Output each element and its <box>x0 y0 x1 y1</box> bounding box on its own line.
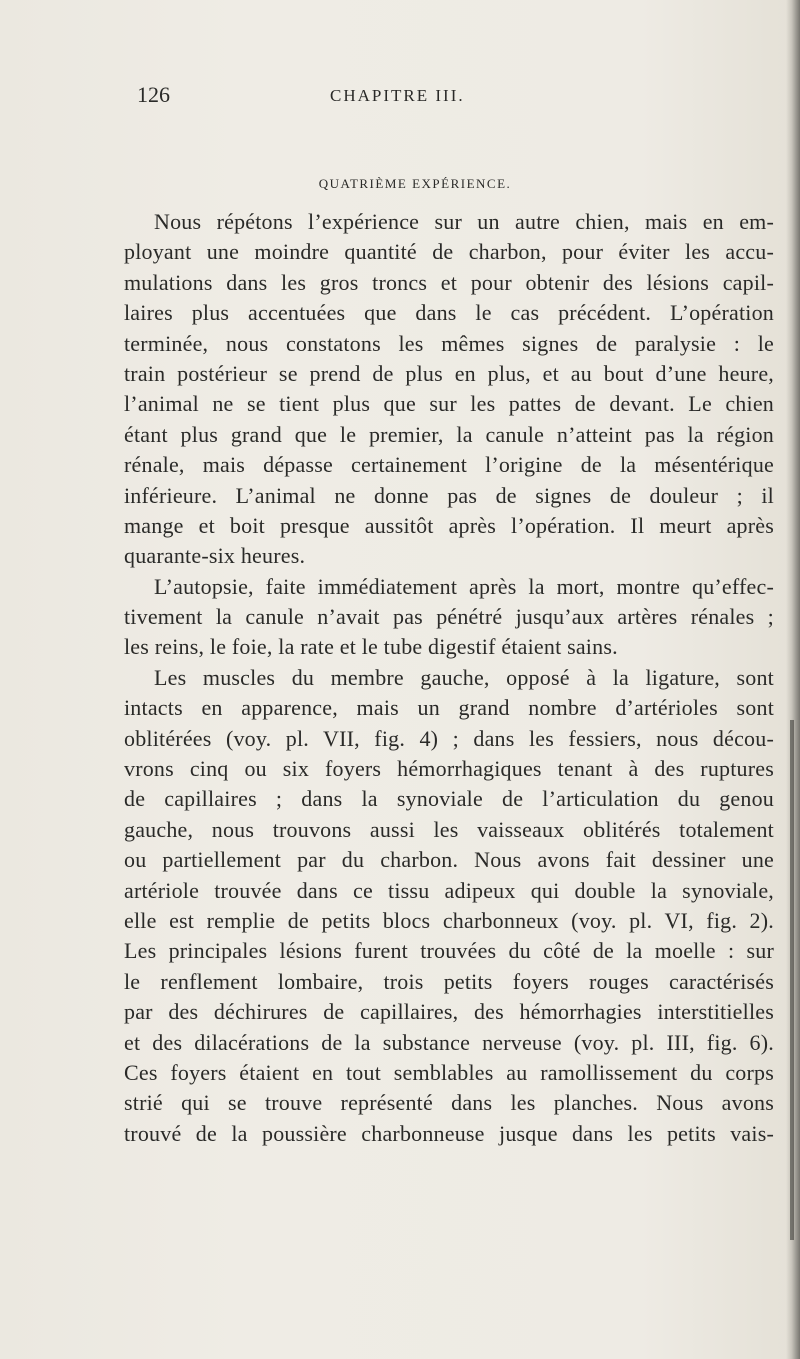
running-head <box>0 82 800 112</box>
text-line: gauche, nous trouvons aussi les vaisseaux oblitérés totalement <box>124 816 774 842</box>
text-line: terminée, nous constatons les mêmes signes de paralysie : le <box>124 330 774 356</box>
text-line: ployant une moindre quantité de charbon, pour éviter les accu- <box>124 239 774 265</box>
text-line: Ces foyers étaient en tout semblables au ramollissement du corps <box>124 1059 774 1085</box>
text-line: Les principales lésions furent trouvées du côté de la moelle : sur <box>124 938 774 964</box>
text-line: vrons cinq ou six foyers hémorrhagiques tenant à des ruptures <box>124 756 774 782</box>
chapter-heading: CHAPITRE III. <box>330 86 465 105</box>
text-line: strié qui se trouve représenté dans les planches. Nous avons <box>124 1090 774 1116</box>
text-line: elle est remplie de petits blocs charbonneux (voy. pl. VI, fig. 2). <box>124 907 774 933</box>
text-line: trouvé de la poussière charbonneuse jusque dans les petits vais- <box>124 1120 774 1146</box>
binding-edge-mark <box>790 720 794 1240</box>
page-number: 126 <box>137 82 170 107</box>
text-line: mange et boit presque aussitôt après l’opération. Il meurt après <box>124 512 774 538</box>
text-line: inférieure. L’animal ne donne pas de signes de douleur ; il <box>124 482 774 508</box>
text-line: Nous répétons l’expérience sur un autre chien, mais en em- <box>154 209 774 234</box>
text-line: étant plus grand que le premier, la canule n’atteint pas la région <box>124 421 774 447</box>
text-line: oblitérées (voy. pl. VII, fig. 4) ; dans les fessiers, nous décou- <box>124 725 774 751</box>
text-line: l’animal ne se tient plus que sur les pattes de devant. Le chien <box>124 391 774 417</box>
text-line: artériole trouvée dans ce tissu adipeux qui double la synoviale, <box>124 877 774 903</box>
text-line: Les muscles du membre gauche, opposé à la ligature, sont <box>154 664 774 690</box>
text-line: rénale, mais dépasse certainement l’origine de la mésentérique <box>124 452 774 478</box>
text-line: tivement la canule n’avait pas pénétré jusqu’aux artères rénales ; <box>124 604 774 630</box>
text-line: laires plus accentuées que dans le cas précédent. L’opération <box>124 300 774 326</box>
text-line: intacts en apparence, mais un grand nombre d’artérioles sont <box>124 695 774 721</box>
text-line: mulations dans les gros troncs et pour obtenir des lésions capil- <box>124 269 774 295</box>
text-line: train postérieur se prend de plus en plus, et au bout d’une heure, <box>124 360 774 386</box>
text-line: le renflement lombaire, trois petits foyers rouges caractérisés <box>124 968 774 994</box>
text-line: de capillaires ; dans la synoviale de l’articulation du genou <box>124 786 774 812</box>
text-line: quarante-six heures. <box>124 543 306 569</box>
text-line: par des déchirures de capillaires, des hémorrhagies interstitielles <box>124 999 774 1025</box>
body-text <box>124 207 774 1149</box>
text-line: les reins, le foie, la rate et le tube digestif étaient sains. <box>124 634 618 660</box>
text-line: et des dilacérations de la substance nerveuse (voy. pl. III, fig. 6). <box>124 1029 774 1055</box>
text-line: ou partiellement par du charbon. Nous avons fait dessiner une <box>124 847 774 873</box>
section-title: QUATRIÈME EXPÉRIENCE. <box>318 176 512 191</box>
text-line: L’autopsie, faite immédiatement après la mort, montre qu’effec- <box>154 573 774 599</box>
